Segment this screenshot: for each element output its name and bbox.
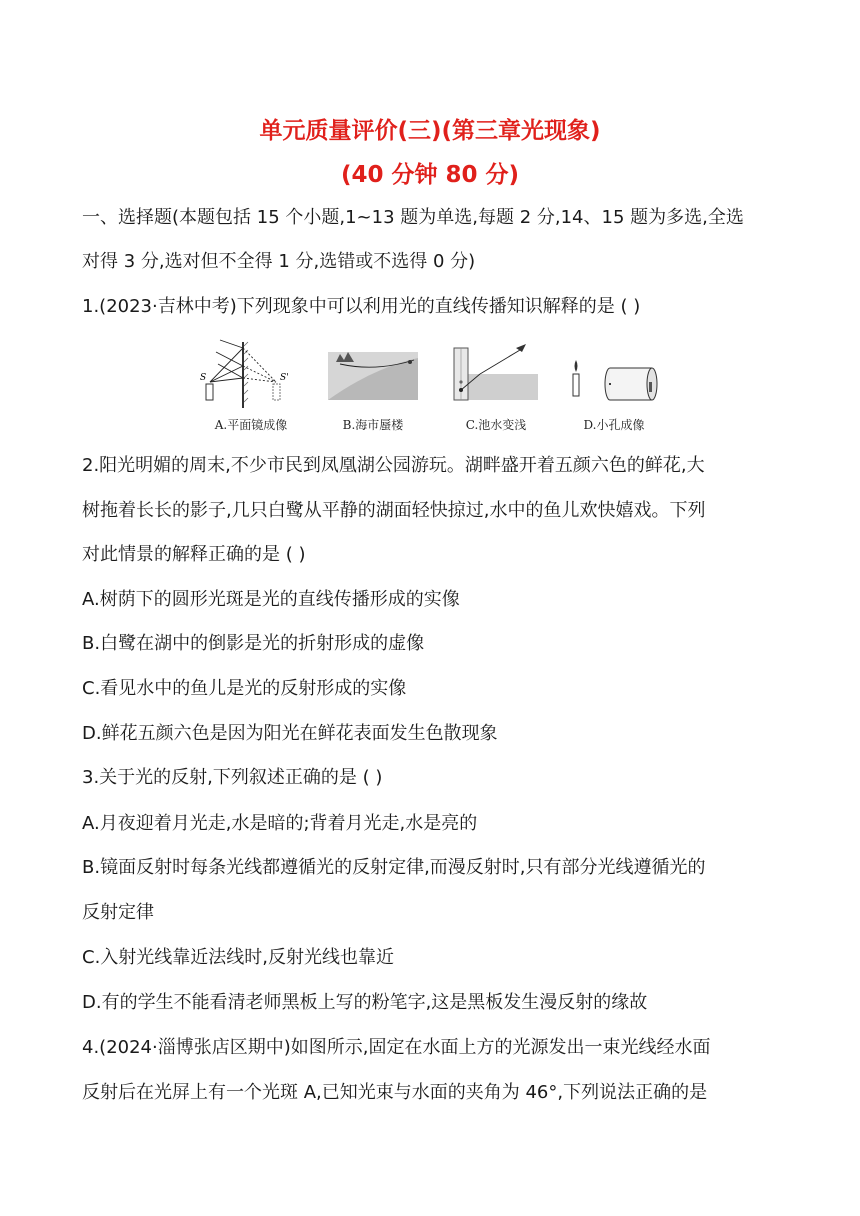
pool-depth-diagram-icon [446, 338, 546, 413]
question-4-stem-line2: 反射后在光屏上有一个光斑 A,已知光束与水面的夹角为 46°,下列说法正确的是 [82, 1082, 708, 1103]
page-title: 单元质量评价(三)(第三章光现象) [259, 118, 601, 144]
figure-d [566, 338, 662, 438]
question-3-option-b-line2: 反射定律 [82, 902, 154, 923]
section-instructions-line1: 一、选择题(本题包括 15 个小题,1~13 题为单选,每题 2 分,14、15 题为多选,全选 [82, 207, 744, 228]
question-2-stem-line2: 树拖着长长的影子,几只白鹭从平静的湖面轻快掠过,水中的鱼儿欢快嬉戏。下列 [82, 500, 706, 521]
question-3-option-b-line1: B.镜面反射时每条光线都遵循光的反射定律,而漫反射时,只有部分光线遵循光的 [82, 857, 706, 878]
plane-mirror-diagram-icon [196, 338, 306, 413]
question-3-option-c: C.入射光线靠近法线时,反射光线也靠近 [82, 947, 395, 968]
pinhole-camera-diagram-icon [566, 338, 662, 413]
figure-c [446, 338, 546, 438]
figure-d-caption: D.小孔成像 [583, 418, 645, 432]
section-instructions-line2: 对得 3 分,选对但不全得 1 分,选错或不选得 0 分) [82, 251, 476, 272]
svg-text:S': S' [280, 373, 289, 383]
question-1-figures [0, 338, 860, 438]
question-2-option-a: A.树荫下的圆形光斑是光的直线传播形成的实像 [82, 589, 460, 610]
figure-a [196, 338, 306, 438]
question-3-option-d: D.有的学生不能看清老师黑板上写的粉笔字,这是黑板发生漫反射的缘故 [82, 992, 648, 1013]
question-3-option-a: A.月夜迎着月光走,水是暗的;背着月光走,水是亮的 [82, 813, 478, 834]
question-4-stem-line1: 4.(2024·淄博张店区期中)如图所示,固定在水面上方的光源发出一束光线经水面 [82, 1037, 711, 1058]
figure-b [326, 338, 420, 438]
page-subtitle: (40 分钟 80 分) [340, 162, 520, 188]
question-2-option-c: C.看见水中的鱼儿是光的反射形成的实像 [82, 678, 407, 699]
figure-a-caption: A.平面镜成像 [214, 418, 288, 432]
question-2-option-d: D.鲜花五颜六色是因为阳光在鲜花表面发生色散现象 [82, 723, 498, 744]
figure-b-caption: B.海市蜃楼 [342, 418, 404, 432]
mirage-diagram-icon [326, 338, 420, 413]
svg-text:S: S [200, 373, 207, 383]
question-2-stem-line1: 2.阳光明媚的周末,不少市民到凤凰湖公园游玩。湖畔盛开着五颜六色的鲜花,大 [82, 455, 705, 476]
question-2-option-b: B.白鹭在湖中的倒影是光的折射形成的虚像 [82, 633, 425, 654]
question-3-stem: 3.关于光的反射,下列叙述正确的是 ( ) [82, 767, 383, 788]
question-2-stem-line3: 对此情景的解释正确的是 ( ) [82, 544, 306, 565]
figure-c-caption: C.池水变浅 [465, 418, 527, 432]
question-1-stem: 1.(2023·吉林中考)下列现象中可以利用光的直线传播知识解释的是 ( ) [82, 296, 641, 317]
